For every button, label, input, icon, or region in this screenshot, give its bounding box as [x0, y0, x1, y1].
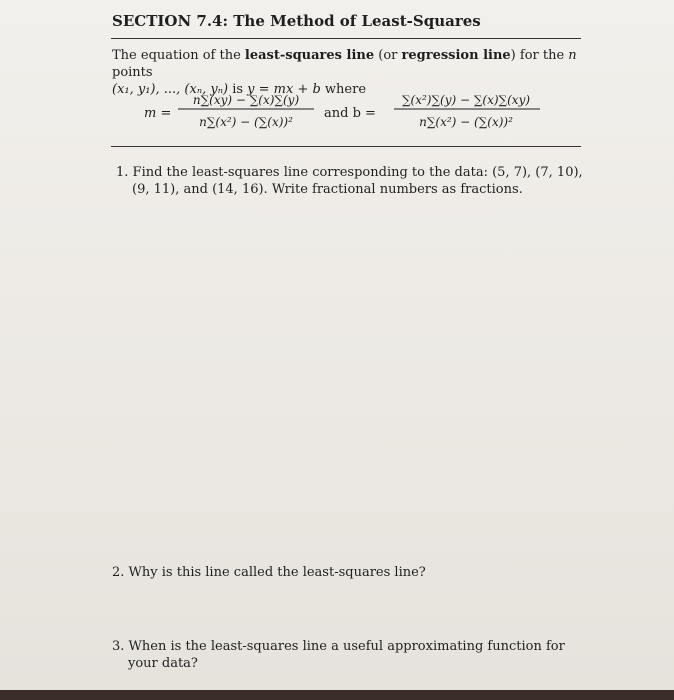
m-label: m =: [144, 106, 172, 121]
bottom-divider: [111, 146, 581, 147]
points-range: (x₁, y₁), ..., (xₙ, yₙ): [112, 82, 229, 97]
question-1: [116, 164, 584, 198]
formula-block: [110, 88, 580, 138]
question-3: [112, 638, 580, 672]
definition-text: ) for the: [510, 48, 569, 63]
question-text: When is the least-squares line a useful approximating function for your data?: [128, 639, 565, 671]
question-text: Why is this line called the least-squares line?: [128, 565, 426, 580]
line-equation: y = mx + b: [247, 82, 321, 97]
definition-text: points: [112, 65, 153, 80]
top-divider: [111, 38, 581, 39]
definition-text: is: [228, 82, 248, 97]
question-2: [112, 564, 580, 581]
m-numerator: n∑(xy) − ∑(x)∑(y): [192, 93, 300, 107]
section-heading: [112, 12, 481, 30]
question-text: Find the least-squares line corresponding to the data: (5, 7), (7, 10), (9, 11), and (14, 16). Write fractional numbers as fractions.: [132, 165, 583, 197]
m-denominator: n∑(x²) − (∑(x))²: [199, 115, 293, 129]
table-edge: [0, 690, 674, 700]
and-b-label: and b =: [324, 106, 376, 121]
question-number: 3.: [112, 639, 125, 654]
definition-text: where: [320, 82, 367, 97]
b-denominator: n∑(x²) − (∑(x))²: [419, 115, 513, 129]
term-regression-line: regression line: [401, 48, 511, 63]
section-title: The Method of Least-Squares: [233, 12, 481, 30]
definition-text: The equation of the: [112, 48, 245, 63]
question-number: 1.: [116, 165, 129, 180]
n-symbol: n: [568, 48, 577, 63]
definition-text: (or: [374, 48, 402, 63]
section-label: SECTION 7.4:: [112, 12, 229, 30]
question-number: 2.: [112, 565, 125, 580]
term-least-squares-line: least-squares line: [244, 48, 375, 63]
b-numerator: ∑(x²)∑(y) − ∑(x)∑(xy): [401, 93, 531, 107]
